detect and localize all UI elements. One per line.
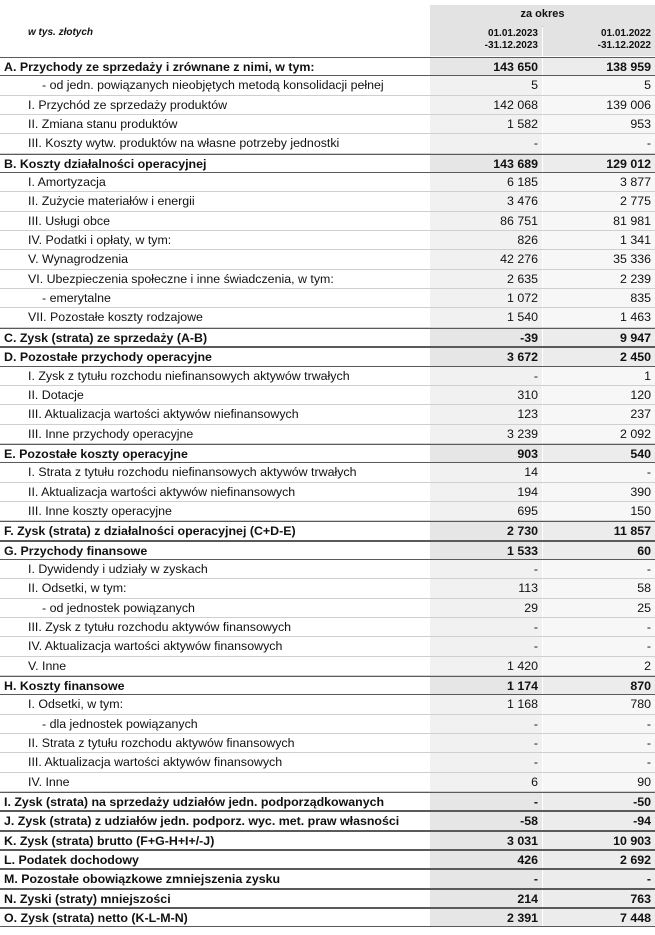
period-label: za okres bbox=[520, 8, 565, 20]
value-2023: 6 bbox=[430, 773, 542, 791]
table-row bbox=[0, 134, 655, 153]
table-row bbox=[0, 173, 655, 192]
value-2022: 1 341 bbox=[543, 231, 655, 249]
value-2022: - bbox=[543, 134, 655, 152]
value-2022: 129 012 bbox=[543, 155, 655, 172]
column-header-2023 bbox=[430, 26, 542, 56]
value-2022: 138 959 bbox=[543, 58, 655, 75]
row-label: G. Przychody finansowe bbox=[4, 543, 148, 558]
table-row bbox=[0, 76, 655, 95]
table-row bbox=[0, 463, 655, 482]
row-label: II. Aktualizacja wartości aktywów niefinansowych bbox=[28, 484, 296, 499]
table-row bbox=[0, 560, 655, 579]
row-label: IV. Aktualizacja wartości aktywów finansowych bbox=[28, 639, 283, 654]
value-2022: 237 bbox=[543, 405, 655, 423]
value-2022: 58 bbox=[543, 579, 655, 597]
row-label: E. Pozostałe koszty operacyjne bbox=[4, 446, 188, 461]
value-2023: 123 bbox=[430, 405, 542, 423]
value-2023: - bbox=[430, 734, 542, 752]
value-2022: 2 450 bbox=[543, 348, 655, 365]
column-header-2022 bbox=[543, 26, 655, 56]
table-row bbox=[0, 637, 655, 656]
table-row bbox=[0, 502, 655, 521]
value-2023: 2 635 bbox=[430, 270, 542, 288]
value-2023: 826 bbox=[430, 231, 542, 249]
row-label: K. Zysk (strata) brutto (F+G-H+I+/-J) bbox=[4, 833, 215, 848]
row-label: III. Zysk z tytułu rozchodu aktywów finansowych bbox=[28, 619, 292, 634]
value-2022: - bbox=[543, 560, 655, 578]
row-label: V. Inne bbox=[28, 658, 67, 673]
value-2023: 1 533 bbox=[430, 542, 542, 559]
row-label: I. Dywidendy i udziały w zyskach bbox=[28, 561, 208, 576]
table-row bbox=[0, 773, 655, 792]
value-2023: - bbox=[430, 134, 542, 152]
section-row bbox=[0, 908, 655, 927]
section-row bbox=[0, 811, 655, 830]
value-2022: 2 bbox=[543, 657, 655, 675]
section-row bbox=[0, 850, 655, 869]
row-label: J. Zysk (strata) z udziałów jedn. podporz. wyc. met. praw własności bbox=[4, 814, 400, 829]
row-label: VI. Ubezpieczenia społeczne i inne świadczenia, w tym: bbox=[28, 271, 334, 286]
value-2023: - bbox=[430, 637, 542, 655]
row-label: - od jedn. powiązanych nieobjętych metodą konsolidacji pełnej bbox=[42, 78, 384, 93]
value-2023: - bbox=[430, 560, 542, 578]
value-2022: 780 bbox=[543, 695, 655, 713]
value-2023: 426 bbox=[430, 851, 542, 868]
value-2023: - bbox=[430, 870, 542, 887]
value-2022: 1 463 bbox=[543, 308, 655, 326]
value-2022: 60 bbox=[543, 542, 655, 559]
value-2022: 2 692 bbox=[543, 851, 655, 868]
column-header-2023-from: 01.01.2023 bbox=[487, 28, 538, 39]
table-row bbox=[0, 192, 655, 211]
value-2023: - bbox=[430, 753, 542, 771]
value-2023: 1 420 bbox=[430, 657, 542, 675]
section-row bbox=[0, 328, 655, 347]
value-2023: 14 bbox=[430, 463, 542, 481]
section-row bbox=[0, 831, 655, 850]
value-2022: 2 775 bbox=[543, 192, 655, 210]
value-2023: 42 276 bbox=[430, 250, 542, 268]
section-row bbox=[0, 676, 655, 695]
section-row bbox=[0, 154, 655, 173]
row-label: - od jednostek powiązanych bbox=[42, 600, 195, 615]
row-label: L. Podatek dochodowy bbox=[4, 853, 139, 868]
row-label: IV. Podatki i opłaty, w tym: bbox=[28, 233, 172, 248]
row-label: II. Dotacje bbox=[28, 387, 84, 402]
table-row bbox=[0, 405, 655, 424]
row-label: III. Inne przychody operacyjne bbox=[28, 426, 194, 441]
value-2023: - bbox=[430, 793, 542, 810]
value-2023: 3 031 bbox=[430, 832, 542, 849]
row-label: V. Wynagrodzenia bbox=[28, 252, 128, 267]
value-2022: -94 bbox=[543, 812, 655, 829]
column-header-2023-to: -31.12.2023 bbox=[484, 40, 538, 51]
row-label: D. Pozostałe przychody operacyjne bbox=[4, 350, 212, 365]
value-2023: 2 730 bbox=[430, 522, 542, 539]
row-label: II. Zużycie materiałów i energii bbox=[28, 194, 195, 209]
value-2023: 2 391 bbox=[430, 909, 542, 926]
table-row bbox=[0, 231, 655, 250]
value-2023: 3 239 bbox=[430, 425, 542, 443]
value-2022: 763 bbox=[543, 890, 655, 907]
value-2023: 86 751 bbox=[430, 212, 542, 230]
row-label: M. Pozostałe obowiązkowe zmniejszenia zysku bbox=[4, 872, 281, 887]
table-row bbox=[0, 753, 655, 772]
row-label: I. Strata z tytułu rozchodu niefinansowych aktywów trwałych bbox=[28, 465, 357, 480]
value-2022: - bbox=[543, 753, 655, 771]
table-row bbox=[0, 212, 655, 231]
value-2023: 5 bbox=[430, 76, 542, 94]
value-2023: 214 bbox=[430, 890, 542, 907]
section-row bbox=[0, 57, 655, 76]
table-row bbox=[0, 250, 655, 269]
table-row bbox=[0, 367, 655, 386]
row-label: III. Usługi obce bbox=[28, 213, 110, 228]
value-2023: 310 bbox=[430, 386, 542, 404]
table-header-period bbox=[0, 0, 655, 26]
value-2022: - bbox=[543, 637, 655, 655]
value-2022: - bbox=[543, 618, 655, 636]
table-row bbox=[0, 115, 655, 134]
value-2022: 10 903 bbox=[543, 832, 655, 849]
value-2022: 11 857 bbox=[543, 522, 655, 539]
value-2022: - bbox=[543, 870, 655, 887]
table-row bbox=[0, 386, 655, 405]
value-2022: 7 448 bbox=[543, 909, 655, 926]
table-row bbox=[0, 579, 655, 598]
table-header-columns bbox=[0, 26, 655, 56]
table-row bbox=[0, 715, 655, 734]
value-2023: 1 582 bbox=[430, 115, 542, 133]
section-row bbox=[0, 869, 655, 888]
value-2023: 3 476 bbox=[430, 192, 542, 210]
value-2023: - bbox=[430, 715, 542, 733]
value-2022: 35 336 bbox=[543, 250, 655, 268]
section-row bbox=[0, 792, 655, 811]
row-label: III. Inne koszty operacyjne bbox=[28, 503, 172, 518]
row-label: H. Koszty finansowe bbox=[4, 679, 125, 693]
row-label: N. Zyski (straty) mniejszości bbox=[4, 891, 171, 906]
section-row bbox=[0, 541, 655, 560]
value-2023: 143 650 bbox=[430, 58, 542, 75]
row-label: III. Aktualizacja wartości aktywów finansowych bbox=[28, 755, 283, 770]
value-2023: - bbox=[430, 367, 542, 385]
table-row bbox=[0, 308, 655, 327]
value-2023: 1 168 bbox=[430, 695, 542, 713]
section-row bbox=[0, 521, 655, 540]
table-row bbox=[0, 695, 655, 714]
table-row bbox=[0, 96, 655, 115]
value-2022: - bbox=[543, 734, 655, 752]
value-2022: 25 bbox=[543, 599, 655, 617]
value-2022: 1 bbox=[543, 367, 655, 385]
table-row bbox=[0, 734, 655, 753]
table-row bbox=[0, 270, 655, 289]
value-2023: -58 bbox=[430, 812, 542, 829]
value-2022: 81 981 bbox=[543, 212, 655, 230]
section-row bbox=[0, 889, 655, 908]
value-2023: - bbox=[430, 618, 542, 636]
value-2022: 90 bbox=[543, 773, 655, 791]
value-2023: 1 174 bbox=[430, 677, 542, 694]
table-row bbox=[0, 425, 655, 444]
row-label: I. Przychód ze sprzedaży produktów bbox=[28, 97, 228, 112]
value-2023: 194 bbox=[430, 483, 542, 501]
value-2022: 390 bbox=[543, 483, 655, 501]
value-2022: 9 947 bbox=[543, 329, 655, 346]
section-row bbox=[0, 347, 655, 366]
table-body bbox=[0, 57, 655, 927]
value-2022: 5 bbox=[543, 76, 655, 94]
row-label: A. Przychody ze sprzedaży i zrównane z nimi, w tym: bbox=[4, 60, 315, 74]
table-row bbox=[0, 483, 655, 502]
section-row bbox=[0, 444, 655, 463]
value-2022: 835 bbox=[543, 289, 655, 307]
value-2023: 29 bbox=[430, 599, 542, 617]
row-label: IV. Inne bbox=[28, 774, 70, 789]
row-label: - dla jednostek powiązanych bbox=[42, 716, 198, 731]
row-label: C. Zysk (strata) ze sprzedaży (A-B) bbox=[4, 330, 208, 345]
value-2023: 695 bbox=[430, 502, 542, 520]
value-2022: 2 239 bbox=[543, 270, 655, 288]
value-2023: 143 689 bbox=[430, 155, 542, 172]
value-2023: 903 bbox=[430, 445, 542, 462]
row-label: I. Odsetki, w tym: bbox=[28, 697, 124, 712]
table-row bbox=[0, 289, 655, 308]
row-label: B. Koszty działalności operacyjnej bbox=[4, 156, 207, 171]
value-2022: 3 877 bbox=[543, 173, 655, 191]
unit-label: w tys. złotych bbox=[28, 27, 94, 38]
row-label: - emerytalne bbox=[42, 291, 111, 306]
row-label: II. Odsetki, w tym: bbox=[28, 581, 127, 596]
row-label: III. Aktualizacja wartości aktywów niefinansowych bbox=[28, 407, 299, 422]
column-header-2022-to: -31.12.2022 bbox=[597, 40, 651, 51]
value-2022: 953 bbox=[543, 115, 655, 133]
row-label: II. Strata z tytułu rozchodu aktywów finansowych bbox=[28, 736, 295, 751]
row-label: III. Koszty wytw. produktów na własne potrzeby jednostki bbox=[28, 136, 340, 151]
value-2022: - bbox=[543, 463, 655, 481]
table-row bbox=[0, 618, 655, 637]
value-2022: - bbox=[543, 715, 655, 733]
value-2023: 142 068 bbox=[430, 96, 542, 114]
table-row bbox=[0, 599, 655, 618]
value-2022: 150 bbox=[543, 502, 655, 520]
value-2023: 3 672 bbox=[430, 348, 542, 365]
row-label: F. Zysk (strata) z działalności operacyjnej (C+D-E) bbox=[4, 524, 296, 539]
table-row bbox=[0, 657, 655, 676]
value-2023: 1 072 bbox=[430, 289, 542, 307]
value-2022: 540 bbox=[543, 445, 655, 462]
row-label: I. Zysk z tytułu rozchodu niefinansowych aktywów trwałych bbox=[28, 368, 350, 383]
value-2022: 2 092 bbox=[543, 425, 655, 443]
row-label: II. Zmiana stanu produktów bbox=[28, 117, 178, 132]
row-label: I. Zysk (strata) na sprzedaży udziałów jedn. podporządkowanych bbox=[4, 795, 385, 810]
row-label: VII. Pozostałe koszty rodzajowe bbox=[28, 310, 203, 325]
value-2023: 1 540 bbox=[430, 308, 542, 326]
column-header-2022-from: 01.01.2022 bbox=[600, 28, 651, 39]
value-2023: 113 bbox=[430, 579, 542, 597]
value-2022: 870 bbox=[543, 677, 655, 694]
value-2023: 6 185 bbox=[430, 173, 542, 191]
value-2023: -39 bbox=[430, 329, 542, 346]
row-label: O. Zysk (strata) netto (K-L-M-N) bbox=[4, 911, 188, 926]
row-label: I. Amortyzacja bbox=[28, 175, 106, 190]
value-2022: 120 bbox=[543, 386, 655, 404]
value-2022: 139 006 bbox=[543, 96, 655, 114]
value-2022: -50 bbox=[543, 793, 655, 810]
